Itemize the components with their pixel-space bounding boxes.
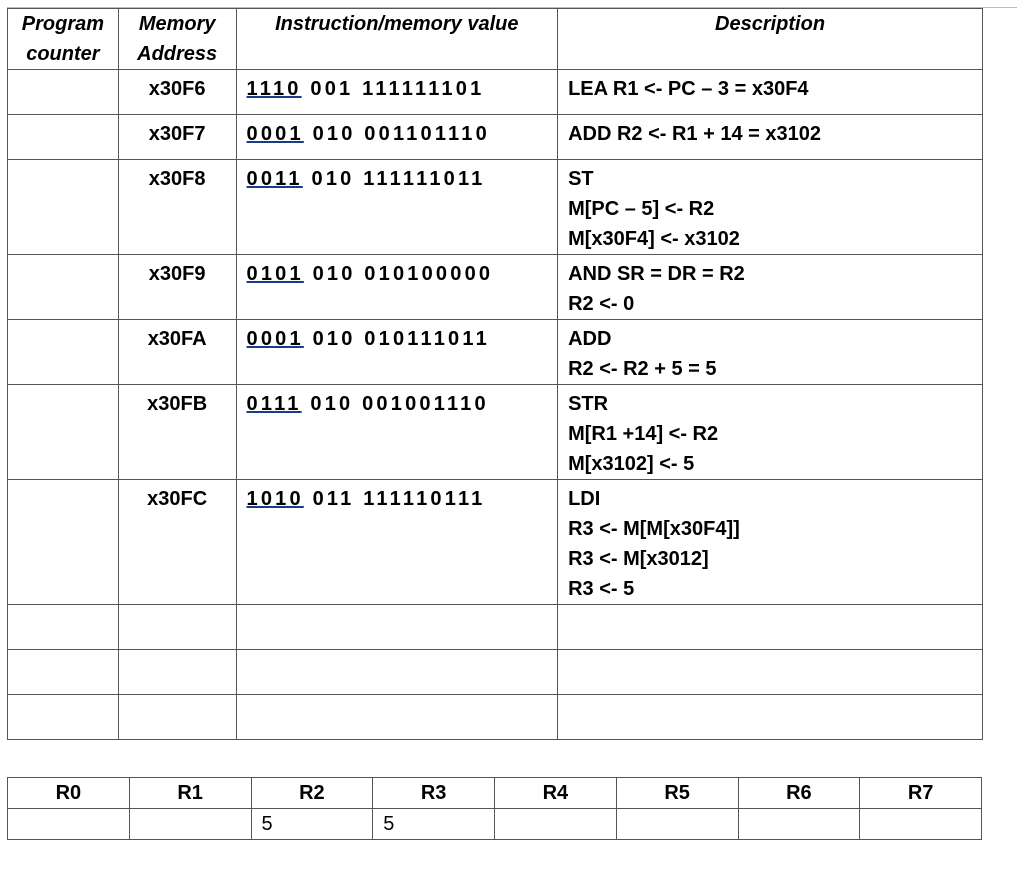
table-row — [8, 255, 983, 320]
operand-bits: 010 010100000 — [303, 263, 494, 285]
empty-cell — [236, 605, 558, 650]
empty-cell — [8, 650, 119, 695]
register-name-r4: R4 — [495, 778, 617, 809]
table-row — [8, 385, 983, 480]
description-line: R2 <- R2 + 5 = 5 — [568, 358, 717, 380]
opcode-bits: 0111 — [246, 393, 302, 415]
description-line: ADD R2 <- R1 + 14 = x3102 — [568, 123, 821, 145]
memory-address-cell: x30FC — [118, 480, 236, 605]
register-name-r2: R2 — [251, 778, 373, 809]
operand-bits: 010 001001110 — [301, 393, 489, 415]
instruction-cell — [236, 480, 558, 605]
instruction-cell — [236, 115, 558, 160]
register-name-r7: R7 — [860, 778, 982, 809]
register-value-r2: 5 — [251, 809, 373, 840]
operand-bits: 001 111111101 — [301, 78, 485, 100]
table-row — [8, 160, 983, 255]
opcode-bits: 1010 — [246, 488, 304, 510]
header-memory-address: Memory Address — [118, 9, 236, 70]
memory-address-cell: x30FA — [118, 320, 236, 385]
instruction-cell — [236, 255, 558, 320]
table-row — [8, 70, 983, 115]
register-value-r4 — [495, 809, 617, 840]
memory-address-cell: x30FB — [118, 385, 236, 480]
register-value-r0 — [8, 809, 130, 840]
opcode-bits: 1110 — [246, 78, 302, 100]
instruction-cell — [236, 385, 558, 480]
header-description: Description — [558, 9, 983, 70]
memory-address-cell: x30F9 — [118, 255, 236, 320]
description-line: R3 <- M[M[x30F4]] — [568, 518, 740, 540]
description-cell — [558, 160, 983, 255]
header-program-counter: Program counter — [8, 9, 119, 70]
empty-cell — [118, 605, 236, 650]
program-counter-cell — [8, 480, 119, 605]
description-line: STR — [568, 393, 609, 415]
description-cell — [558, 115, 983, 160]
empty-cell — [8, 695, 119, 740]
opcode-bits: 0001 — [246, 328, 304, 350]
program-counter-cell — [8, 115, 119, 160]
table-row — [8, 320, 983, 385]
program-counter-cell — [8, 160, 119, 255]
empty-cell — [558, 605, 983, 650]
register-name-r0: R0 — [8, 778, 130, 809]
memory-address-cell: x30F6 — [118, 70, 236, 115]
operand-bits: 010 010111011 — [303, 328, 490, 350]
register-name-r5: R5 — [616, 778, 738, 809]
description-cell — [558, 385, 983, 480]
memory-address-cell: x30F8 — [118, 160, 236, 255]
description-line: ST — [568, 168, 594, 190]
memory-trace-table — [7, 8, 983, 740]
operand-bits: 010 111111011 — [302, 168, 486, 190]
program-counter-cell — [8, 255, 119, 320]
register-value-r5 — [616, 809, 738, 840]
description-line: AND SR = DR = R2 — [568, 263, 745, 285]
register-value-r3: 5 — [373, 809, 495, 840]
description-cell — [558, 480, 983, 605]
instruction-cell — [236, 320, 558, 385]
register-header-row — [8, 778, 982, 809]
empty-cell — [558, 695, 983, 740]
operand-bits: 011 111110111 — [303, 488, 486, 510]
register-value-r6 — [738, 809, 860, 840]
description-line: M[x30F4] <- x3102 — [568, 228, 740, 250]
empty-cell — [8, 605, 119, 650]
register-name-r6: R6 — [738, 778, 860, 809]
instruction-cell — [236, 160, 558, 255]
register-name-r1: R1 — [129, 778, 251, 809]
header-instruction: Instruction/memory value — [236, 9, 558, 70]
description-line: LEA R1 <- PC – 3 = x30F4 — [568, 78, 809, 100]
description-line: M[x3102] <- 5 — [568, 453, 695, 475]
opcode-bits: 0001 — [246, 123, 304, 145]
description-line: M[PC – 5] <- R2 — [568, 198, 715, 220]
description-line: R3 <- 5 — [568, 578, 635, 600]
table-header-row — [8, 9, 983, 70]
description-line: ADD — [568, 328, 612, 350]
register-value-r1 — [129, 809, 251, 840]
opcode-bits: 0011 — [246, 168, 303, 190]
description-line: LDI — [568, 488, 601, 510]
description-line: R3 <- M[x3012] — [568, 548, 709, 570]
register-value-row — [8, 809, 982, 840]
empty-cell — [236, 650, 558, 695]
register-table — [7, 777, 982, 840]
opcode-bits: 0101 — [246, 263, 304, 285]
description-cell — [558, 255, 983, 320]
description-line: M[R1 +14] <- R2 — [568, 423, 719, 445]
program-counter-cell — [8, 385, 119, 480]
description-cell — [558, 320, 983, 385]
empty-row — [8, 605, 983, 650]
register-name-r3: R3 — [373, 778, 495, 809]
table-row — [8, 480, 983, 605]
description-cell — [558, 70, 983, 115]
program-counter-cell — [8, 320, 119, 385]
instruction-cell — [236, 70, 558, 115]
register-value-r7 — [860, 809, 982, 840]
empty-cell — [118, 695, 236, 740]
empty-cell — [236, 695, 558, 740]
empty-cell — [558, 650, 983, 695]
table-row — [8, 115, 983, 160]
empty-cell — [118, 650, 236, 695]
description-line: R2 <- 0 — [568, 293, 635, 315]
operand-bits: 010 001101110 — [303, 123, 490, 145]
program-counter-cell — [8, 70, 119, 115]
empty-row — [8, 695, 983, 740]
memory-address-cell: x30F7 — [118, 115, 236, 160]
empty-row — [8, 650, 983, 695]
